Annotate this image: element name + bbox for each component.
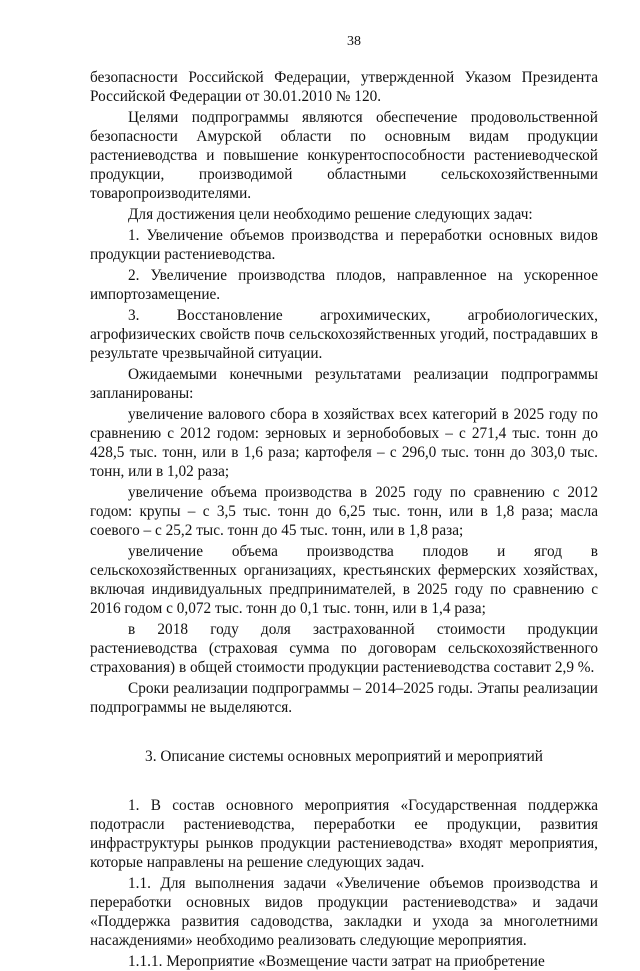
intro-paragraphs [90,68,598,717]
paragraph-task-1: 1. Увеличение объемов производства и переработки основных видов продукции растениеводства. [90,227,598,263]
paragraph-measure-1-1: 1.1. Для выполнения задачи «Увеличение объемов производства и переработки основных видов продукции растениеводства» и задачи «Поддержка развития садоводства, закладки и ухода за многолетними насаждениями» необходимо реализовать следующие мероприятия. [90,875,598,949]
paragraph-result-fruits: увеличение объема производства плодов и ягод в сельскохозяйственных организациях, крестьянских фермерских хозяйствах, включая индивидуальных предпринимателей, в 2025 году по сравнению с 2016 годом с 0,072 тыс. тонн до 0,1 тыс. тонн, или в 1,4 раза; [90,543,598,617]
section-heading: 3. Описание системы основных мероприятий и мероприятий [145,748,543,765]
paragraph-tasks-intro: Для достижения цели необходимо решение следующих задач: [128,206,533,223]
paragraph-task-3: 3. Восстановление агрохимических, агробиологических, агрофизических свойств почв сельскохозяйственных угодий, пострадавших в результате чрезвычайной ситуации. [90,307,598,362]
paragraph-task-2: 2. Увеличение производства плодов, направленное на ускоренное импортозамещение. [90,267,598,303]
page-number: 38 [347,34,361,49]
paragraph-result-insurance: в 2018 году доля застрахованной стоимости продукции растениеводства (страховая сумма по договорам сельскохозяйственного страхования) в общей стоимости продукции растениеводства составит 2,9 %. [90,621,598,676]
paragraph-continuation: безопасности Российской Федерации, утвержденной Указом Президента Российской Федерации от 30.01.2010 № 120. [90,69,598,105]
paragraph-result-grain: увеличение валового сбора в хозяйствах всех категорий в 2025 году по сравнению с 2012 годом: зерновых и зернобобовых – с 271,4 тыс. тонн до 428,5 тыс. тонн, или в 1,6 раза; картофеля – с 296,0 тыс. тонн до 303,0 тыс. тонн, или в 1,02 раза; [90,406,598,480]
paragraph-result-production: увеличение объема производства в 2025 году по сравнению с 2012 годом: крупы – с 3,5 тыс. тонн до 6,25 тыс. тонн, или в 1,8 раза; масла соевого – с 25,2 тыс. тонн до 45 тыс. тонн, или в 1,8 раза; [90,484,598,539]
paragraph-goals: Целями подпрограммы являются обеспечение продовольственной безопасности Амурской области по основным видам продукции растениеводства и повышение конкурентоспособности растениеводческой продукции, производимой областными сельскохозяйственными товаропроизводителями. [90,109,598,202]
paragraph-expected-results: Ожидаемыми конечными результатами реализации подпрограммы запланированы: [90,366,598,402]
paragraph-main-measure: 1. В состав основного мероприятия «Государственная поддержка подотрасли растениеводства, переработки ее продукции, развития инфраструктуры рынков продукции растениеводства» входят мероприятия, которые направлены на решение следующих задач. [90,797,598,871]
paragraph-timeline: Сроки реализации подпрограммы – 2014–2025 годы. Этапы реализации подпрограммы не выделяются. [90,680,598,716]
paragraph-measure-1-1-1: 1.1.1. Мероприятие «Возмещение части затрат на приобретение [128,953,545,970]
measures-paragraphs [90,796,598,971]
